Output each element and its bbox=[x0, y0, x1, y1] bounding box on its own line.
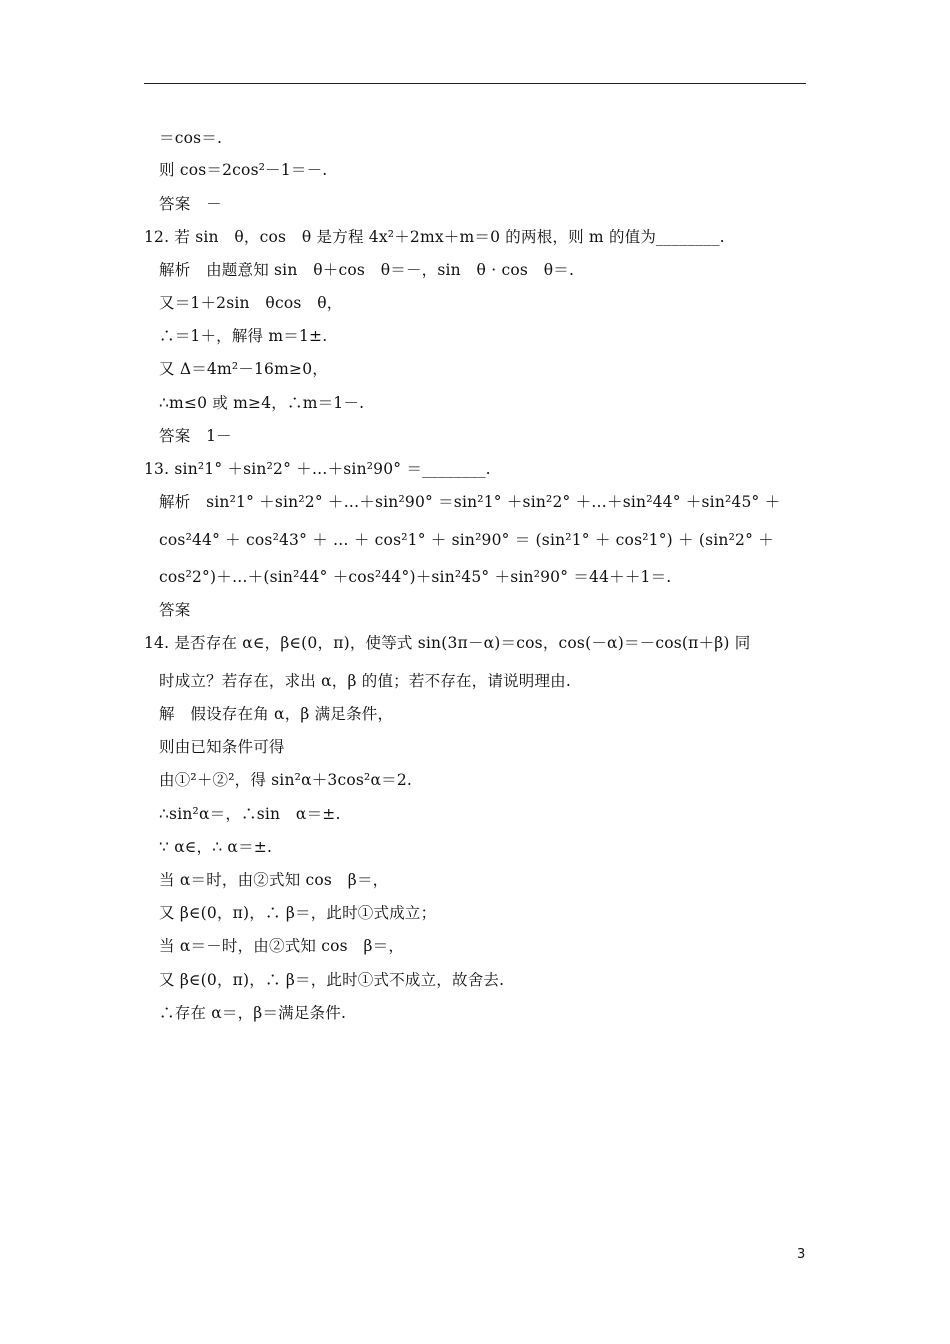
solution-line: 解 假设存在角 α，β 满足条件， bbox=[159, 705, 394, 723]
header-rule bbox=[144, 83, 806, 84]
analysis-line: 解析 由题意知 sin θ＋cos θ＝－，sin θ · cos θ＝. bbox=[159, 261, 575, 279]
analysis-line: 解析 sin²1° ＋sin²2° ＋…＋sin²90° ＝sin²1° ＋sin²2° ＋…＋sin²44° ＋sin²45° ＋ bbox=[159, 493, 781, 511]
answer-line: 答案 1－ bbox=[159, 427, 232, 445]
text-line: 当 α＝时，由②式知 cos β＝， bbox=[159, 871, 389, 889]
answer-line: 答案 bbox=[159, 601, 191, 619]
text-line: cos²2°)＋…＋(sin²44° ＋cos²44°)＋sin²45° ＋sin²90° ＝44＋＋1＝. bbox=[159, 568, 672, 586]
text-line: ∴存在 α＝，β＝满足条件. bbox=[159, 1004, 347, 1022]
text-line: 由①²＋②²，得 sin²α＋3cos²α＝2. bbox=[159, 771, 413, 789]
text-line: 则由已知条件可得 bbox=[159, 738, 285, 756]
text-line: 时成立？若存在，求出 α，β 的值；若不存在，请说明理由. bbox=[159, 672, 572, 690]
question-14: 14. 是否存在 α∈，β∈(0，π)，使等式 sin(3π－α)＝cos，cos(－α)＝－cos(π＋β) 同 bbox=[144, 634, 751, 652]
text-line: cos²44° ＋ cos²43° ＋ … ＋ cos²1° ＋ sin²90° ＝ (sin²1° ＋ cos²1°) ＋ (sin²2° ＋ bbox=[159, 531, 774, 549]
text-line: 又 β∈(0，π)，∴ β＝，此时①式成立； bbox=[159, 904, 437, 922]
text-line: ∴＝1＋，解得 m＝1±. bbox=[159, 327, 328, 345]
page-number: 3 bbox=[797, 1247, 806, 1262]
text-line: 又＝1＋2sin θcos θ， bbox=[159, 294, 343, 312]
text-line: ∴sin²α＝，∴sin α＝±. bbox=[159, 805, 341, 823]
text-line: ∵ α∈，∴ α＝±. bbox=[159, 838, 273, 856]
text-line: ∴m≤0 或 m≥4，∴m＝1－. bbox=[159, 394, 365, 412]
text-line: 又 Δ＝4m²－16m≥0， bbox=[159, 360, 328, 378]
question-12: 12. 若 sin θ，cos θ 是方程 4x²＋2mx＋m＝0 的两根，则 m 的值为________. bbox=[144, 228, 725, 246]
text-line: 则 cos＝2cos²－1＝－. bbox=[159, 161, 328, 179]
text-line: 当 α＝－时，由②式知 cos β＝， bbox=[159, 937, 405, 955]
text-line: ＝cos＝. bbox=[159, 129, 223, 147]
text-line: 又 β∈(0，π)，∴ β＝，此时①式不成立，故舍去. bbox=[159, 971, 505, 989]
question-13: 13. sin²1° ＋sin²2° ＋…＋sin²90° ＝________. bbox=[144, 460, 491, 478]
answer-line: 答案 － bbox=[159, 195, 222, 213]
